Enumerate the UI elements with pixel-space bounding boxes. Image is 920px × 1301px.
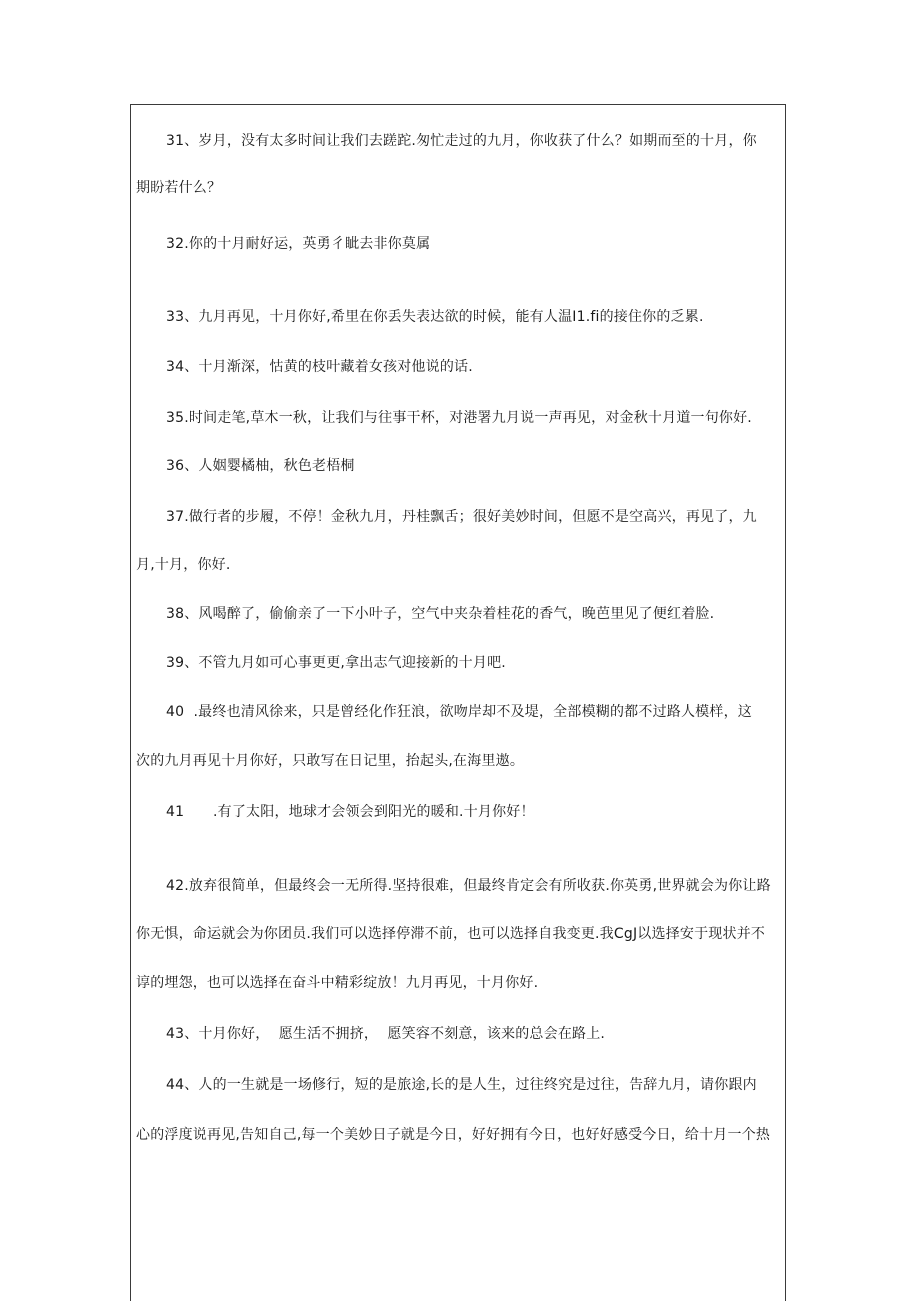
item-32: 32.你的十月耐好运，英勇彳眦去非你莫属 bbox=[166, 236, 431, 252]
item-41-text: .有了太阳，地球才会领会到阳光的暖和.十月你好！ bbox=[213, 804, 535, 820]
item-34: 34、十月渐深，怙黄的枝叶藏着女孩对他说的话. bbox=[166, 359, 473, 375]
item-36: 36、人姻婴橘柚，秋色老梧桐 bbox=[166, 458, 355, 474]
item-31-line-2: 期盼若什么？ bbox=[136, 180, 222, 196]
item-42-line-3: 谆的埋怨，也可以选择在奋斗中精彩绽放！九月再见，十月你好. bbox=[136, 975, 539, 991]
item-35: 35.时间走笔,草木一秋，让我们与往事干杯，对港署九月说一声再见，对金秋十月道一句你好. bbox=[166, 410, 752, 426]
item-38: 38、风喝醉了，偷偷亲了一下小叶子，空气中夹杂着桂花的香气，晚芭里见了便红着脸. bbox=[166, 606, 715, 622]
item-31-line-1: 31、岁月，没有太多时间让我们去蹉跎.匆忙走过的九月，你收获了什么？如期而至的十月，你 bbox=[166, 133, 757, 149]
item-39: 39、不管九月如可心事更更,拿出志气迎接新的十月吧. bbox=[166, 655, 506, 671]
item-40-line-2: 次的九月再见十月你好，只敢写在日记里，抬起头,在海里遨。 bbox=[136, 753, 525, 769]
item-41-number: 41 bbox=[166, 804, 185, 820]
item-40-line-1: 40 .最终也清风徐来，只是曾经化作狂浪，欲吻岸却不及堤，全部模糊的都不过路人模样，这 bbox=[166, 704, 752, 720]
item-37-line-1: 37.做行者的步履，不停！金秋九月，丹桂飘舌；很好美妙时间，但愿不是空高兴，再见了，九 bbox=[166, 509, 757, 525]
item-43: 43、十月你好， 愿生活不拥挤， 愿笑容不刻意，该来的总会在路上. bbox=[166, 1026, 606, 1042]
item-42-line-1: 42.放弃很简单，但最终会一无所得.坚持很难，但最终肯定会有所收获.你英勇,世界就会为你让路 bbox=[166, 878, 771, 894]
item-33: 33、九月再见，十月你好,希里在你丢失表达欲的时候，能有人温I1.fi的接住你的乏累. bbox=[166, 309, 704, 325]
item-37-line-2: 月,十月，你好. bbox=[136, 557, 231, 573]
item-44-line-2: 心的浮度说再见,告知自己,每一个美妙日子就是今日，好好拥有今日，也好好感受今日，给十月一个热 bbox=[136, 1127, 771, 1143]
item-44-line-1: 44、人的一生就是一场修行，短的是旅途,长的是人生，过往终究是过往，告辞九月，请你跟内 bbox=[166, 1077, 757, 1093]
item-42-line-2: 你无惧，命运就会为你团员.我们可以选择停滞不前，也可以选择自我变更.我CgJ以选择安于现状并不 bbox=[136, 926, 766, 942]
item-41 bbox=[166, 802, 778, 822]
